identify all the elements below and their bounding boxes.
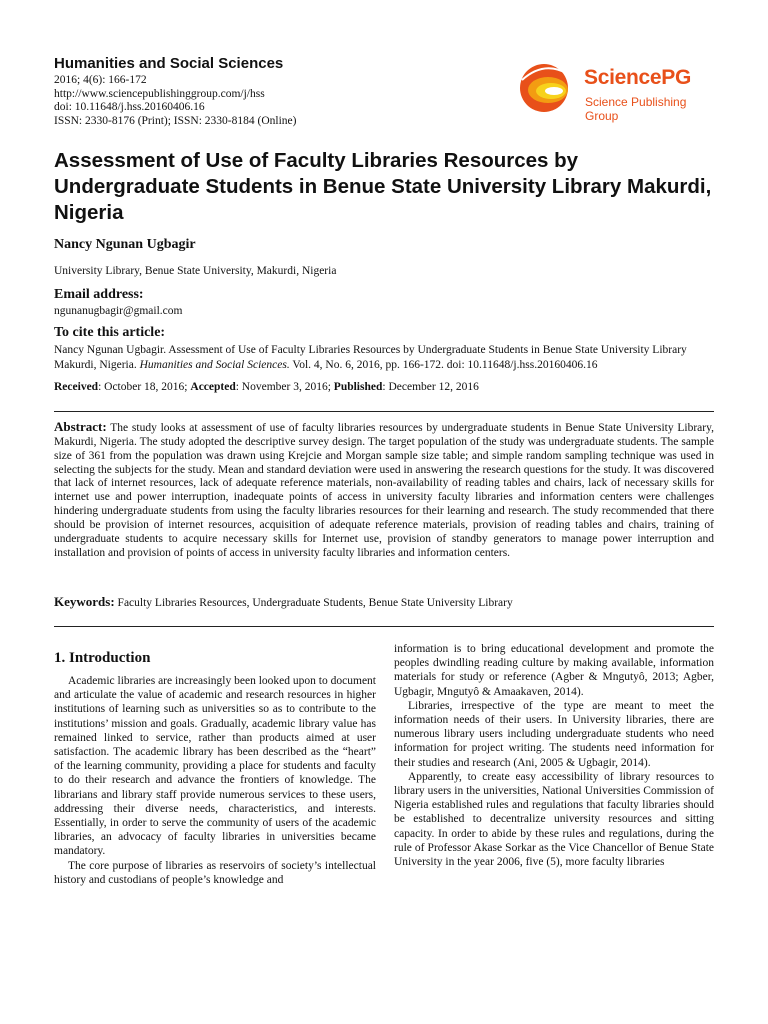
abstract-label: Abstract: xyxy=(54,419,107,434)
published-date: : December 12, 2016 xyxy=(382,381,479,393)
paragraph: information is to bring educational development and promote the peoples dwindling reading culture by making available, information materials for study or reference (Agber & Mngutyô, 2013; Agber, Ugbagir, Mngutyô & Amaakaven, 2014). xyxy=(394,643,714,698)
citation-journal: Humanities and Social Sciences. xyxy=(139,358,290,371)
received-date: : October 18, 2016; xyxy=(98,381,191,393)
abstract xyxy=(54,420,714,560)
keywords-text: Faculty Libraries Resources, Undergraduate Students, Benue State University Library xyxy=(117,597,513,609)
paragraph: The core purpose of libraries as reservoirs of society’s intellectual history and custodians of people’s knowledge and xyxy=(54,859,376,886)
sciencepg-logo xyxy=(514,60,714,123)
body-column-right xyxy=(394,642,714,869)
abstract-text: The study looks at assessment of use of faculty libraries resources by undergraduate students in Benue State University Library, Makurdi, Nigeria. The study adopted the descriptive survey design. The target population of the study was undergraduate students. The sample size of 361 from the population was drawn using Krejcie and Morgan sample size table; and simple random sampling technique was used in selecting the subjects for the study. Mean and standard deviation were used in answering the research questions for the study. It was discovered that lack of internet resources, lack of adequate reference materials, non-availability of reading tables and chairs, lack of necessary skills for internet use and power interruption, inadequate points of access in university faculty libraries and information centers were challenges hindering undergraduate students from using the faculty libraries resources for their learning and research. The study recommended that there should be provision of internet resources, acquisition of adequate reference materials, provision of reading tables and chairs, training of undergraduate students to acquire necessary skills for Internet use, provision of standby generators to manage power interruption and installation and provision of points of access in university faculty libraries and information centers. xyxy=(54,422,714,559)
section-heading-introduction: 1. Introduction xyxy=(54,650,151,666)
article-title: Assessment of Use of Faculty Libraries Resources by Undergraduate Students in Benue State University Library Makurdi, Nigeria xyxy=(54,149,712,224)
journal-header xyxy=(54,55,474,128)
citation-post: Vol. 4, No. 6, 2016, pp. 166-172. doi: 10.11648/j.hss.20160406.16 xyxy=(289,358,598,371)
author-name: Nancy Ngunan Ugbagir xyxy=(54,237,196,252)
paragraph: Libraries, irrespective of the type are meant to meet the information needs of their users. In University libraries, there are numerous library users including undergraduate students who need information for project writing. The students need information for their studies and research (Ani, 2005 & Ugbagir, 2014). xyxy=(394,699,714,769)
divider-bottom xyxy=(54,626,714,627)
journal-issn: ISSN: 2330-8176 (Print); ISSN: 2330-8184 (Online) xyxy=(54,114,297,127)
logo-subtitle: Science Publishing Group xyxy=(585,95,687,123)
body-column-left xyxy=(54,674,376,887)
citation-pre: Nancy Ngunan Ugbagir. Assessment of Use of Faculty Libraries Resources by Undergraduate Students in Benue State University Library Makurdi, Nigeria. xyxy=(54,344,687,371)
journal-url[interactable]: http://www.sciencepublishinggroup.com/j/hss xyxy=(54,87,265,100)
logo-name: SciencePG xyxy=(584,66,692,89)
email-heading: Email address: xyxy=(54,287,144,302)
keywords xyxy=(54,594,714,610)
cite-heading: To cite this article: xyxy=(54,325,166,340)
author-affiliation: University Library, Benue State University, Makurdi, Nigeria xyxy=(54,265,337,277)
accepted-date: : November 3, 2016; xyxy=(235,381,334,393)
citation-text xyxy=(54,343,714,372)
article-dates xyxy=(54,381,479,393)
received-label: Received xyxy=(54,381,99,393)
email-address[interactable]: ngunanugbagir@gmail.com xyxy=(54,305,183,317)
paragraph: Academic libraries are increasingly been looked upon to document and articulate the value of academic and research resources in higher institutions of learning such as universities so as to contribute to the institutions’ mission and goals. Gradually, academic library value has remained linked to service, rather than products aimed at user satisfaction. The academic library has been described as the “heart” of the learning community, providing a place for students and faculty to do their research and advance the frontiers of knowledge. The librarians and library staff provide numerous services to these users, addressing their diverse needs, characteristics, and interests. Essentially, in order to serve the community of users of the academic libraries, an advocacy of faculty libraries in universities became mandatory. xyxy=(54,675,376,858)
accepted-label: Accepted xyxy=(190,381,236,393)
journal-doi: doi: 10.11648/j.hss.20160406.16 xyxy=(54,101,205,113)
journal-issue: 2016; 4(6): 166-172 xyxy=(54,74,147,86)
keywords-label: Keywords: xyxy=(54,594,115,609)
published-label: Published xyxy=(333,381,383,393)
divider-top xyxy=(54,411,714,412)
sciencepg-swirl-icon xyxy=(514,60,580,116)
paragraph: Apparently, to create easy accessibility of library resources to library users in the universities, National Universities Commission of Nigeria established rules and regulations that faculty libraries should be established to decentralize university resources and sitting capacity. In order to abide by these rules and regulations, during the rule of Professor Akase Sorkar as the Vice Chancellor of Benue State University in the year 2006, five (5), more faculty libraries xyxy=(394,770,714,869)
journal-name: Humanities and Social Sciences xyxy=(54,55,284,72)
